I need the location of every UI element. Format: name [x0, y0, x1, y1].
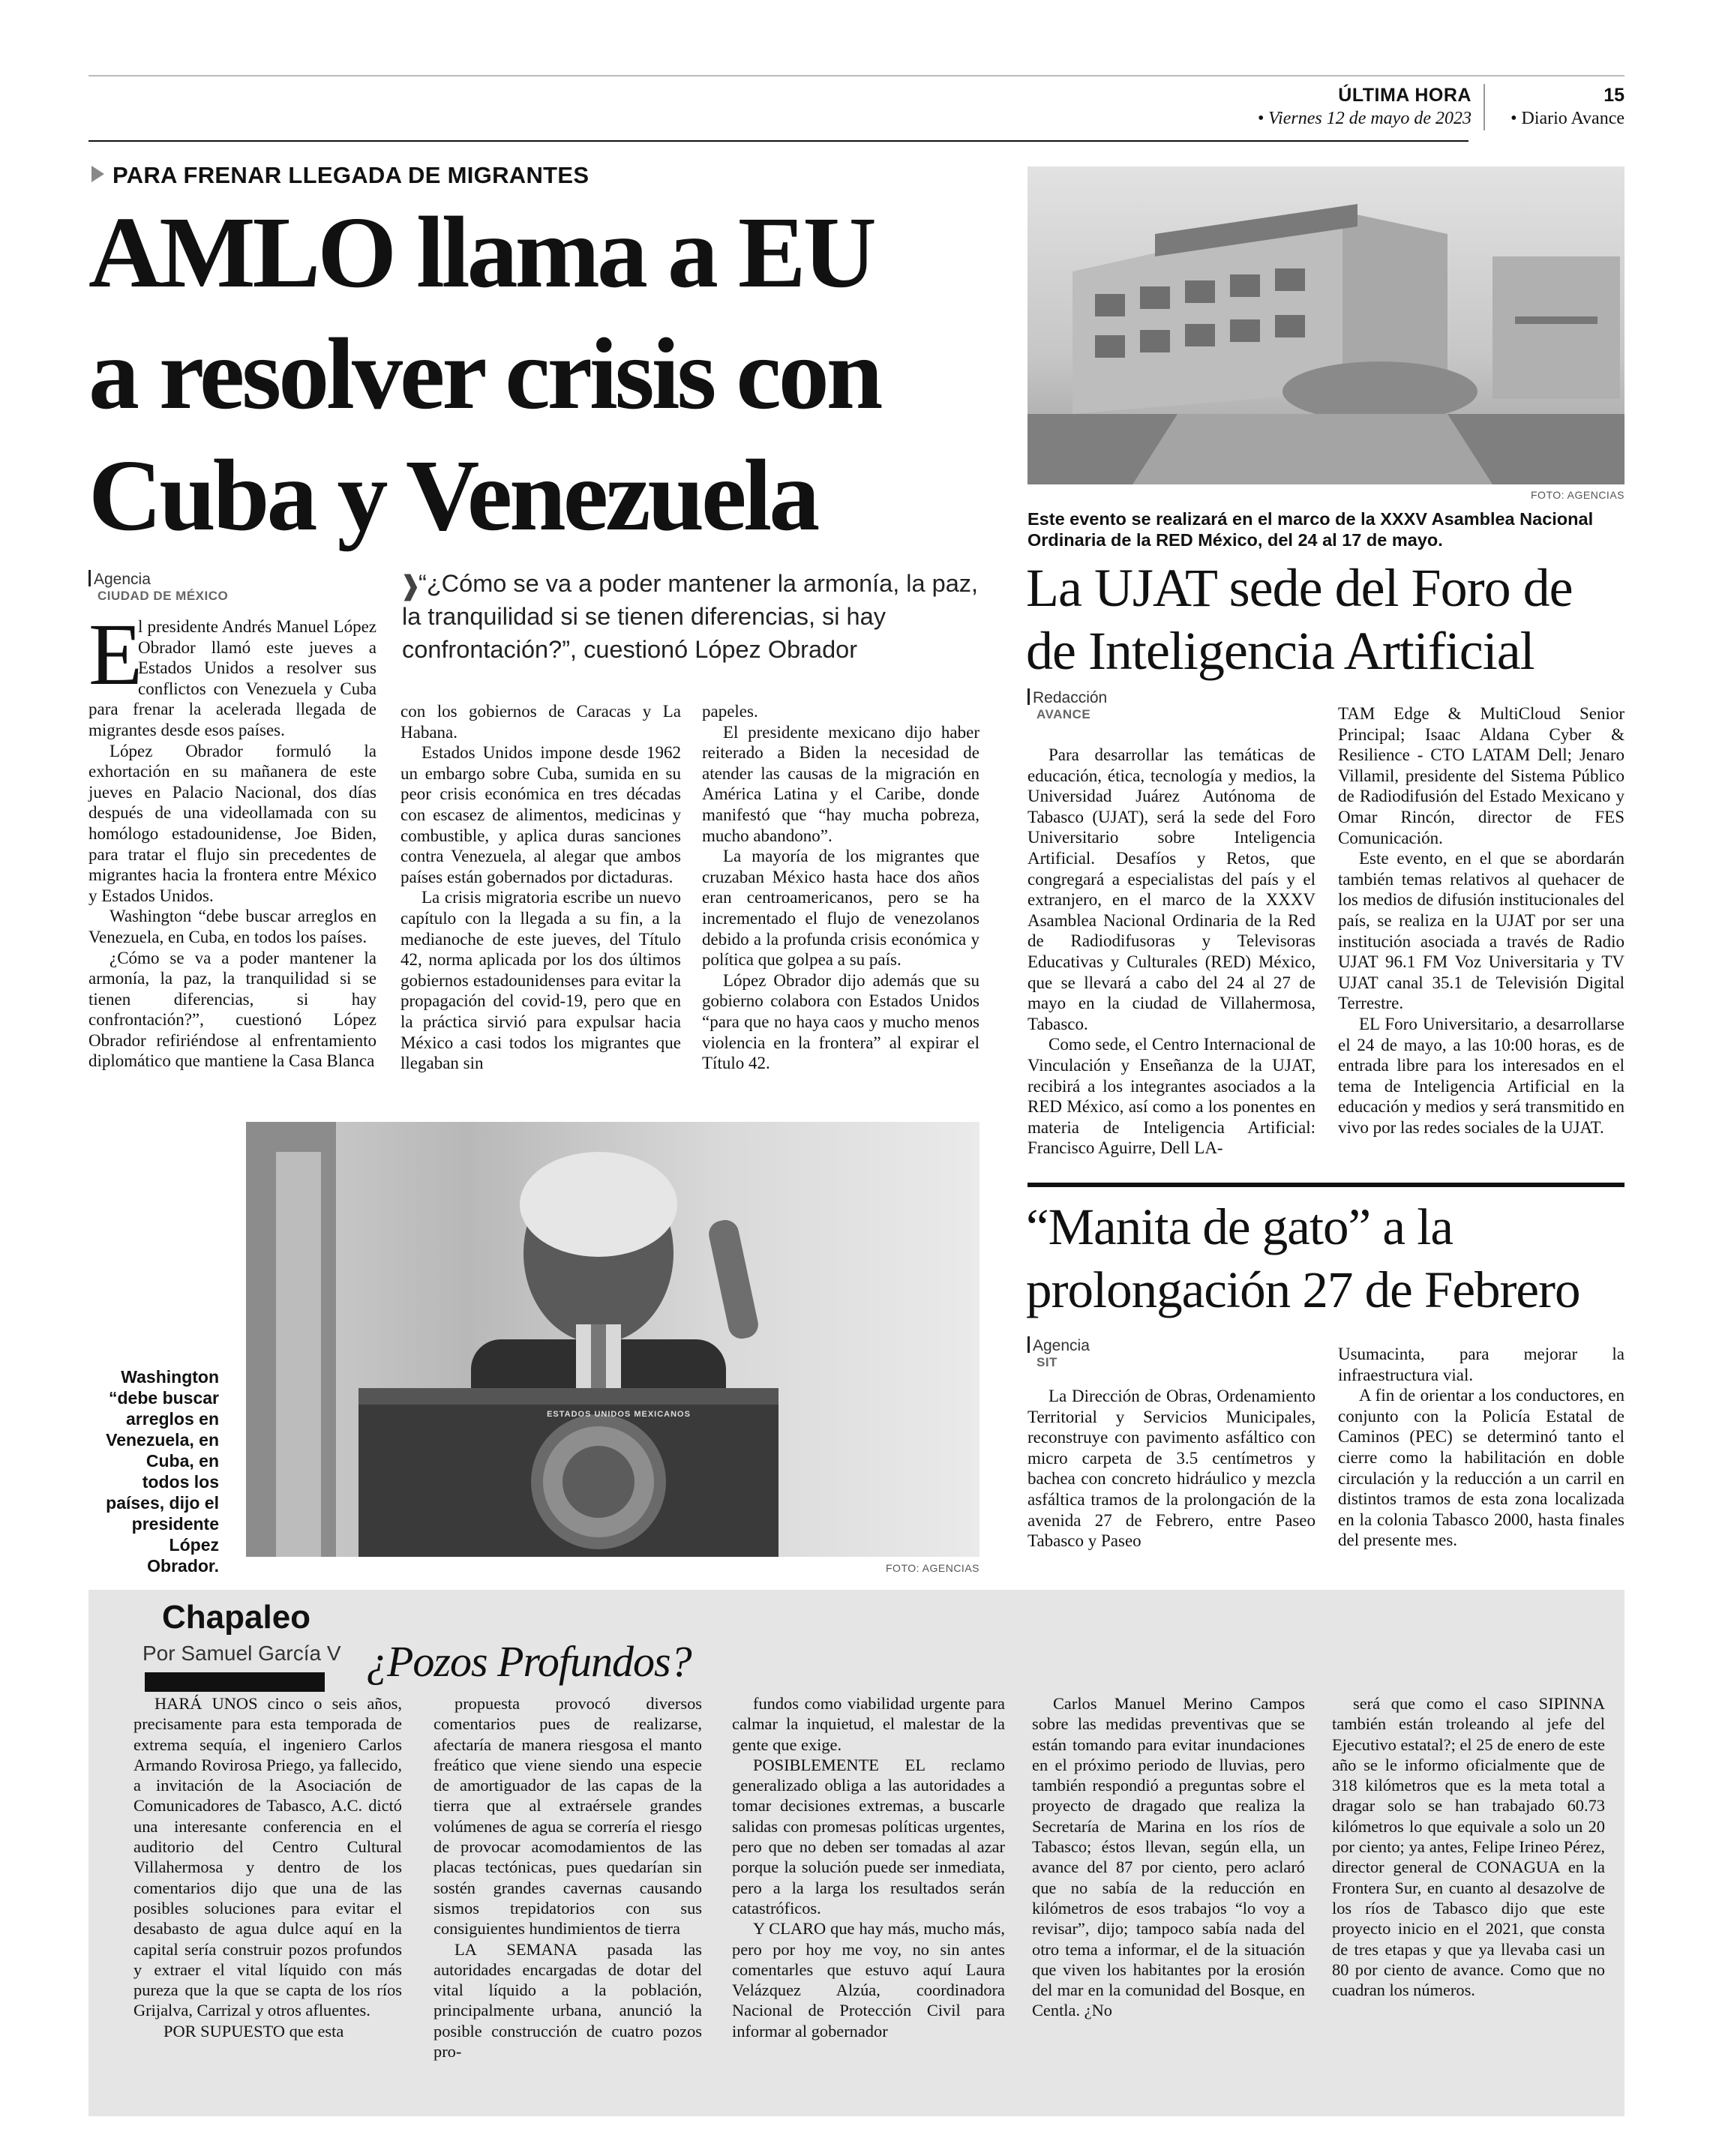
- lead-col3-para-3: La mayoría de los migrantes que cruzaban México hasta hace dos años eran centroamericanos, pero se ha incrementado el flujo de venezolanos debido a la profunda crisis económica y política que golpea a su país.: [702, 847, 980, 970]
- ujat-byline-location: AVANCE: [1036, 707, 1091, 721]
- ujat-col2-para-2: Este evento, en el que se abordarán también temas relativos al quehacer de los medios de difusión institucionales del país, se realiza en la UJAT por ser una institución asociada a través de Radio UJAT 96.1 FM Voz Universitaria y TV UJAT canal 35.1 de Televisión Digital Terrestre.: [1338, 849, 1624, 1013]
- byline-marker: [88, 570, 91, 586]
- ujat-headline-line-1: La UJAT sede del Foro de: [1026, 558, 1573, 618]
- ujat-headline-line-2: de Inteligencia Artificial: [1026, 621, 1534, 681]
- lead-col-3: [702, 701, 980, 1074]
- column-col3-para-1: fundos como viabilidad urgente para calmar la inquietud, el malestar de la gente que exige.: [732, 1694, 1005, 1754]
- top-rule: [88, 75, 1624, 76]
- ujat-col1-para-2: Como sede, el Centro Internacional de Vinculación y Enseñanza de la UJAT, recibirá a los integrantes asociados a la RED México, así como a los ponentes en materia de Inteligencia Artificial: Francisco Aguirre, Dell LA-: [1028, 1035, 1316, 1158]
- ujat-col1-para-1: Para desarrollar las temáticas de educación, ética, tecnología y medios, la Universidad Juárez Autónoma de Tabasco (UJAT), será la sede del Foro Universitario sobre Inteligencia Artificial. Desafíos y Retos, que congregará a especialistas del país y el extranjero, en el marco de la XXXV Asamblea Nacional Ordinaria de la Red de Radiodifusoras y Televisoras Educativas y Culturales (RED) México, que se llevará a cabo del 24 al 27 de mayo en la ciudad de Villahermosa, Tabasco.: [1028, 745, 1316, 1033]
- pull-quote-icon: ❱: [399, 570, 422, 601]
- lead-col3-para-4: López Obrador dijo además que su gobierno colabora con Estados Unidos “para que no haya caos y mucho menos violencia en la frontera” al expirar el Título 42.: [702, 970, 980, 1073]
- column-col-2: [434, 1693, 702, 2062]
- byline-marker: [1028, 1336, 1030, 1353]
- manita-col2-para-2: A fin de orientar a los conductores, en conjunto con la Policía Estatal de Caminos (PEC) se determinó tanto el cierre como la habilitación en doble circulación y la reducción a un carril en distintos tramos de esta zona localizada en la colonia Tabasco 2000, hasta finales del presente mes.: [1338, 1386, 1624, 1550]
- manita-headline-line-1: “Manita de gato” a la: [1026, 1198, 1454, 1255]
- ujat-col-2: [1338, 703, 1624, 1138]
- lead-kicker: PARA FRENAR LLEGADA DE MIGRANTES: [112, 162, 590, 188]
- lead-headline-line-1: AMLO llama a EU: [88, 196, 874, 309]
- manita-headline-line-2: prolongación 27 de Febrero: [1026, 1261, 1580, 1318]
- manita-col2-para-1: Usumacinta, para mejorar la infraestructura vial.: [1338, 1345, 1624, 1384]
- column-col-4: [1032, 1693, 1305, 2021]
- lead-headline-line-3: Cuba y Venezuela: [88, 439, 818, 552]
- issue-date: • Viernes 12 de mayo de 2023: [1257, 109, 1472, 128]
- column-title: ¿Pozos Profundos?: [366, 1637, 692, 1686]
- byline-marker: [1028, 688, 1030, 705]
- manita-col-2: [1338, 1344, 1624, 1551]
- podium-seal-text: ESTADOS UNIDOS MEXICANOS: [547, 1410, 691, 1419]
- lead-col1-para-1: l presidente Andrés Manuel López Obrador llamó este jueves a Estados Unidos a resolver sus conflictos con Venezuela y Cuba para frenar la acelerada llegada de migrantes desde esos países.: [88, 617, 376, 739]
- lead-col-1: [88, 605, 376, 1072]
- section-label: ÚLTIMA HORA: [1338, 85, 1472, 106]
- ujat-bottom-rule: [1028, 1183, 1624, 1187]
- column-name: Chapaleo: [162, 1599, 311, 1636]
- ujat-photo-credit: FOTO: AGENCIAS: [1531, 489, 1624, 501]
- column-col3-para-3: Y CLARO que hay más, mucho más, pero por hoy me voy, no sin antes comentarles que estuvo aquí Laura Velázquez Alzúa, coordinadora Nacional de Protección Civil para informar al gobernador: [732, 1919, 1005, 2041]
- ujat-photo: [1028, 166, 1624, 484]
- lead-col1-para-4: ¿Cómo se va a poder mantener la armonía, la paz, la tranquilidad si se tienen diferencias, si hay confrontación?”, cuestionó López Obrador refiriéndose al enfrentamiento diplomático que mantiene la Casa Blanca: [88, 948, 376, 1071]
- header-divider: [1484, 84, 1485, 130]
- header-bottom-rule: [88, 140, 1468, 142]
- ujat-col2-para-3: EL Foro Universitario, a desarrollarse el 24 de mayo, a las 10:00 horas, es de entrada libre para los interesados en el tema de Inteligencia Artificial en la educación y medios y será transmitido en vivo por las redes sociales de la UJAT.: [1338, 1014, 1624, 1137]
- lead-col-2: [400, 701, 681, 1074]
- lead-col2-para-3: La crisis migratoria escribe un nuevo capítulo con la llegada a su fin, a la medianoche de este jueves, del Título 42, norma aplicada por los dos últimos gobiernos estadounidenses para evitar la propagación del covid-19, pero que en la práctica sirvió para expulsar hacia México a casi todos los migrantes que llegaban sin: [400, 888, 681, 1073]
- column-col4-para-1: Carlos Manuel Merino Campos sobre las medidas preventivas que se están tomando para evitar inundaciones en el próximo periodo de lluvias, pero también respondió a preguntas sobre el proyecto de dragado que realiza la Secretaría de Marina en los ríos de Tabasco; éstos llevan, según ella, un avance del 87 por ciento, pero aclaró que no sabía de la reducción en kilómetros de esos trabajos “lo voy a revisar”, dijo; tampoco sabía nada del otro tema a informar, el de la situación que viven los habitantes por la erosión del mar en la comunidad del Bosque, en Centla. ¿No: [1032, 1694, 1305, 2020]
- lead-col1-para-3: Washington “debe buscar arreglos en Venezuela, en Cuba, en todos los países.: [88, 907, 376, 946]
- lead-photo-credit: FOTO: AGENCIAS: [886, 1562, 980, 1574]
- manita-byline-location: SIT: [1036, 1355, 1058, 1369]
- ujat-col-1: [1028, 745, 1316, 1159]
- manita-byline: [1028, 1336, 1090, 1370]
- paper-name: • Diario Avance: [1510, 109, 1624, 128]
- lead-byline: [88, 570, 228, 604]
- lead-photo-caption: Washington “debe buscar arreglos en Venezuela, en Cuba, en todos los países, dijo el presidente López Obrador.: [106, 1367, 219, 1576]
- ujat-col2-para-1: TAM Edge & MultiCloud Senior Principal; Isaac Aldana Cyber & Resilience - CTO LATAM Dell; Jenaro Villamil, presidente del Sistema Público de Radiodifusión del Estado Mexicano y Omar Rincón, director de FES Comunicación.: [1338, 704, 1624, 847]
- lead-col3-para-1: papeles.: [702, 702, 758, 721]
- column-col3-para-2: POSIBLEMENTE EL reclamo generalizado obliga a las autoridades a tomar decisiones extremas, a buscarle salidas con promesas políticas urgentes, pero que no deben ser tomadas al azar porque la solución puede ser inmediata, pero a la larga los resultados serán catastróficos.: [732, 1755, 1005, 1918]
- column-col-5: [1332, 1693, 1605, 2000]
- ujat-photo-caption: Este evento se realizará en el marco de la XXXV Asamblea Nacional Ordinaria de la RED México, del 24 al 17 de mayo.: [1028, 509, 1594, 550]
- lead-photo: [246, 1122, 980, 1557]
- column-col2-para-2: LA SEMANA pasada las autoridades encargadas de dotar del vital líquido a la población, principalmente urbana, anunció la posible construcción de cuatro pozos pro-: [434, 1939, 702, 2062]
- ujat-byline: [1028, 688, 1107, 722]
- column-col5-para-1: será que como el caso SIPINNA también están troleando al jefe del Ejecutivo estatal?; el 25 de enero de este año se le informo oficialmente que de 318 kilómetros que es la meta total a dragar solo se han trabajado 60.73 kilómetros lo que equivale a solo un 20 por ciento; ya antes, Felipe Irineo Pérez, director general de CONAGUA en la Frontera Sur, en cuanto al desazolve de los ríos de Tabasco dijo que este proyecto inicio en el 2021, que consta de tres etapas y que ya llevaba casi un 80 por ciento de avance. Como que no cuadran los números.: [1332, 1694, 1605, 2000]
- lead-byline-name: Agencia: [94, 571, 151, 588]
- lead-headline-line-2: a resolver crisis con: [88, 318, 880, 430]
- lead-byline-location: CIUDAD DE MÉXICO: [98, 589, 229, 603]
- manita-col-1: [1028, 1386, 1316, 1552]
- column-col1-para-2: POR SUPUESTO que esta: [164, 2021, 344, 2041]
- kicker-arrow-icon: [92, 166, 104, 182]
- lead-col1-para-2: López Obrador formuló la exhortación en su mañanera de este jueves en Palacio Nacional, dos días después de una videollamada con su homólogo estadounidense, Joe Biden, para tratar el flujo sin precedentes de migrantes hacia la frontera entre México y Estados Unidos.: [88, 741, 376, 905]
- lead-col3-para-2: El presidente mexicano dijo haber reiterado a Biden la necesidad de atender las causas de la migración en América Latina y el Caribe, donde manifestó que “hay mucha pobreza, mucho abandono”.: [702, 722, 980, 845]
- manita-byline-name: Agencia: [1033, 1337, 1090, 1354]
- manita-headline: [1026, 1195, 1626, 1321]
- ujat-headline: [1026, 556, 1626, 682]
- column-author: Por Samuel García V: [142, 1642, 341, 1665]
- lead-pull-quote: “¿Cómo se va a poder mantener la armonía, la paz, la tranquilidad si se tienen diferencias, si hay confrontación?”, cuestionó López Obrador: [402, 570, 979, 663]
- lead-photo-illustration: [246, 1122, 980, 1557]
- ujat-byline-name: Redacción: [1033, 689, 1108, 706]
- lead-col2-para-2: Estados Unidos impone desde 1962 un embargo sobre Cuba, sumida en su peor crisis económica en tres décadas con escasez de alimentos, medicinas y combustible, y aplica duras sanciones contra Venezuela, al alegar que ambos países están gobernados por dictaduras.: [400, 743, 681, 886]
- manita-col1-para-1: La Dirección de Obras, Ordenamiento Territorial y Servicios Municipales, reconstruye con pavimento asfáltico con micro carpeta de 3.5 centímetros y bachea con concreto hidráulico y mezcla asfáltica tramos de la prolongación de la avenida 27 de Febrero, entre Paseo Tabasco y Paseo: [1028, 1387, 1316, 1551]
- page-number: 15: [1604, 85, 1624, 106]
- column-author-bar: [145, 1672, 325, 1692]
- lead-col2-para-1: con los gobiernos de Caracas y La Habana.: [400, 702, 681, 742]
- column-col2-para-1: propuesta provocó diversos comentarios pues de realizarse, afectaría de manera riesgosa el manto freático que viene siendo una especie de amortiguador de las capas de la tierra que al extraérsele grandes volúmenes de agua se correría el riesgo de provocar acomodamientos de las placas tectónicas, pues quedarían sin sostén grandes cavernas causando sismos trepidatorios con sus consiguientes hundimientos de tierra: [434, 1694, 702, 1939]
- column-col-1: [134, 1693, 402, 2041]
- column-col-3: [732, 1693, 1005, 2041]
- lead-headline: [88, 192, 1004, 556]
- column-col1-para-1: HARÁ UNOS cinco o seis años, precisamente para esta temporada de extrema sequía, el ingeniero Carlos Armando Rovirosa Priego, ya fallecido, a invitación de la Asociación de Comunicadores de Tabasco, A.C. dictó una interesante conferencia en el auditorio del Centro Cultural Villahermosa y dentro de los comentarios dijo que una de las posibles soluciones para evitar el desabasto de agua dulce aquí en la capital sería construir pozos profundos y extraer el vital líquido con más pureza que la que se capta de los ríos Grijalva, Carrizal y otros afluentes.: [134, 1694, 402, 2020]
- lead-dropcap: E: [88, 605, 143, 703]
- ujat-photo-illustration: [1028, 166, 1624, 484]
